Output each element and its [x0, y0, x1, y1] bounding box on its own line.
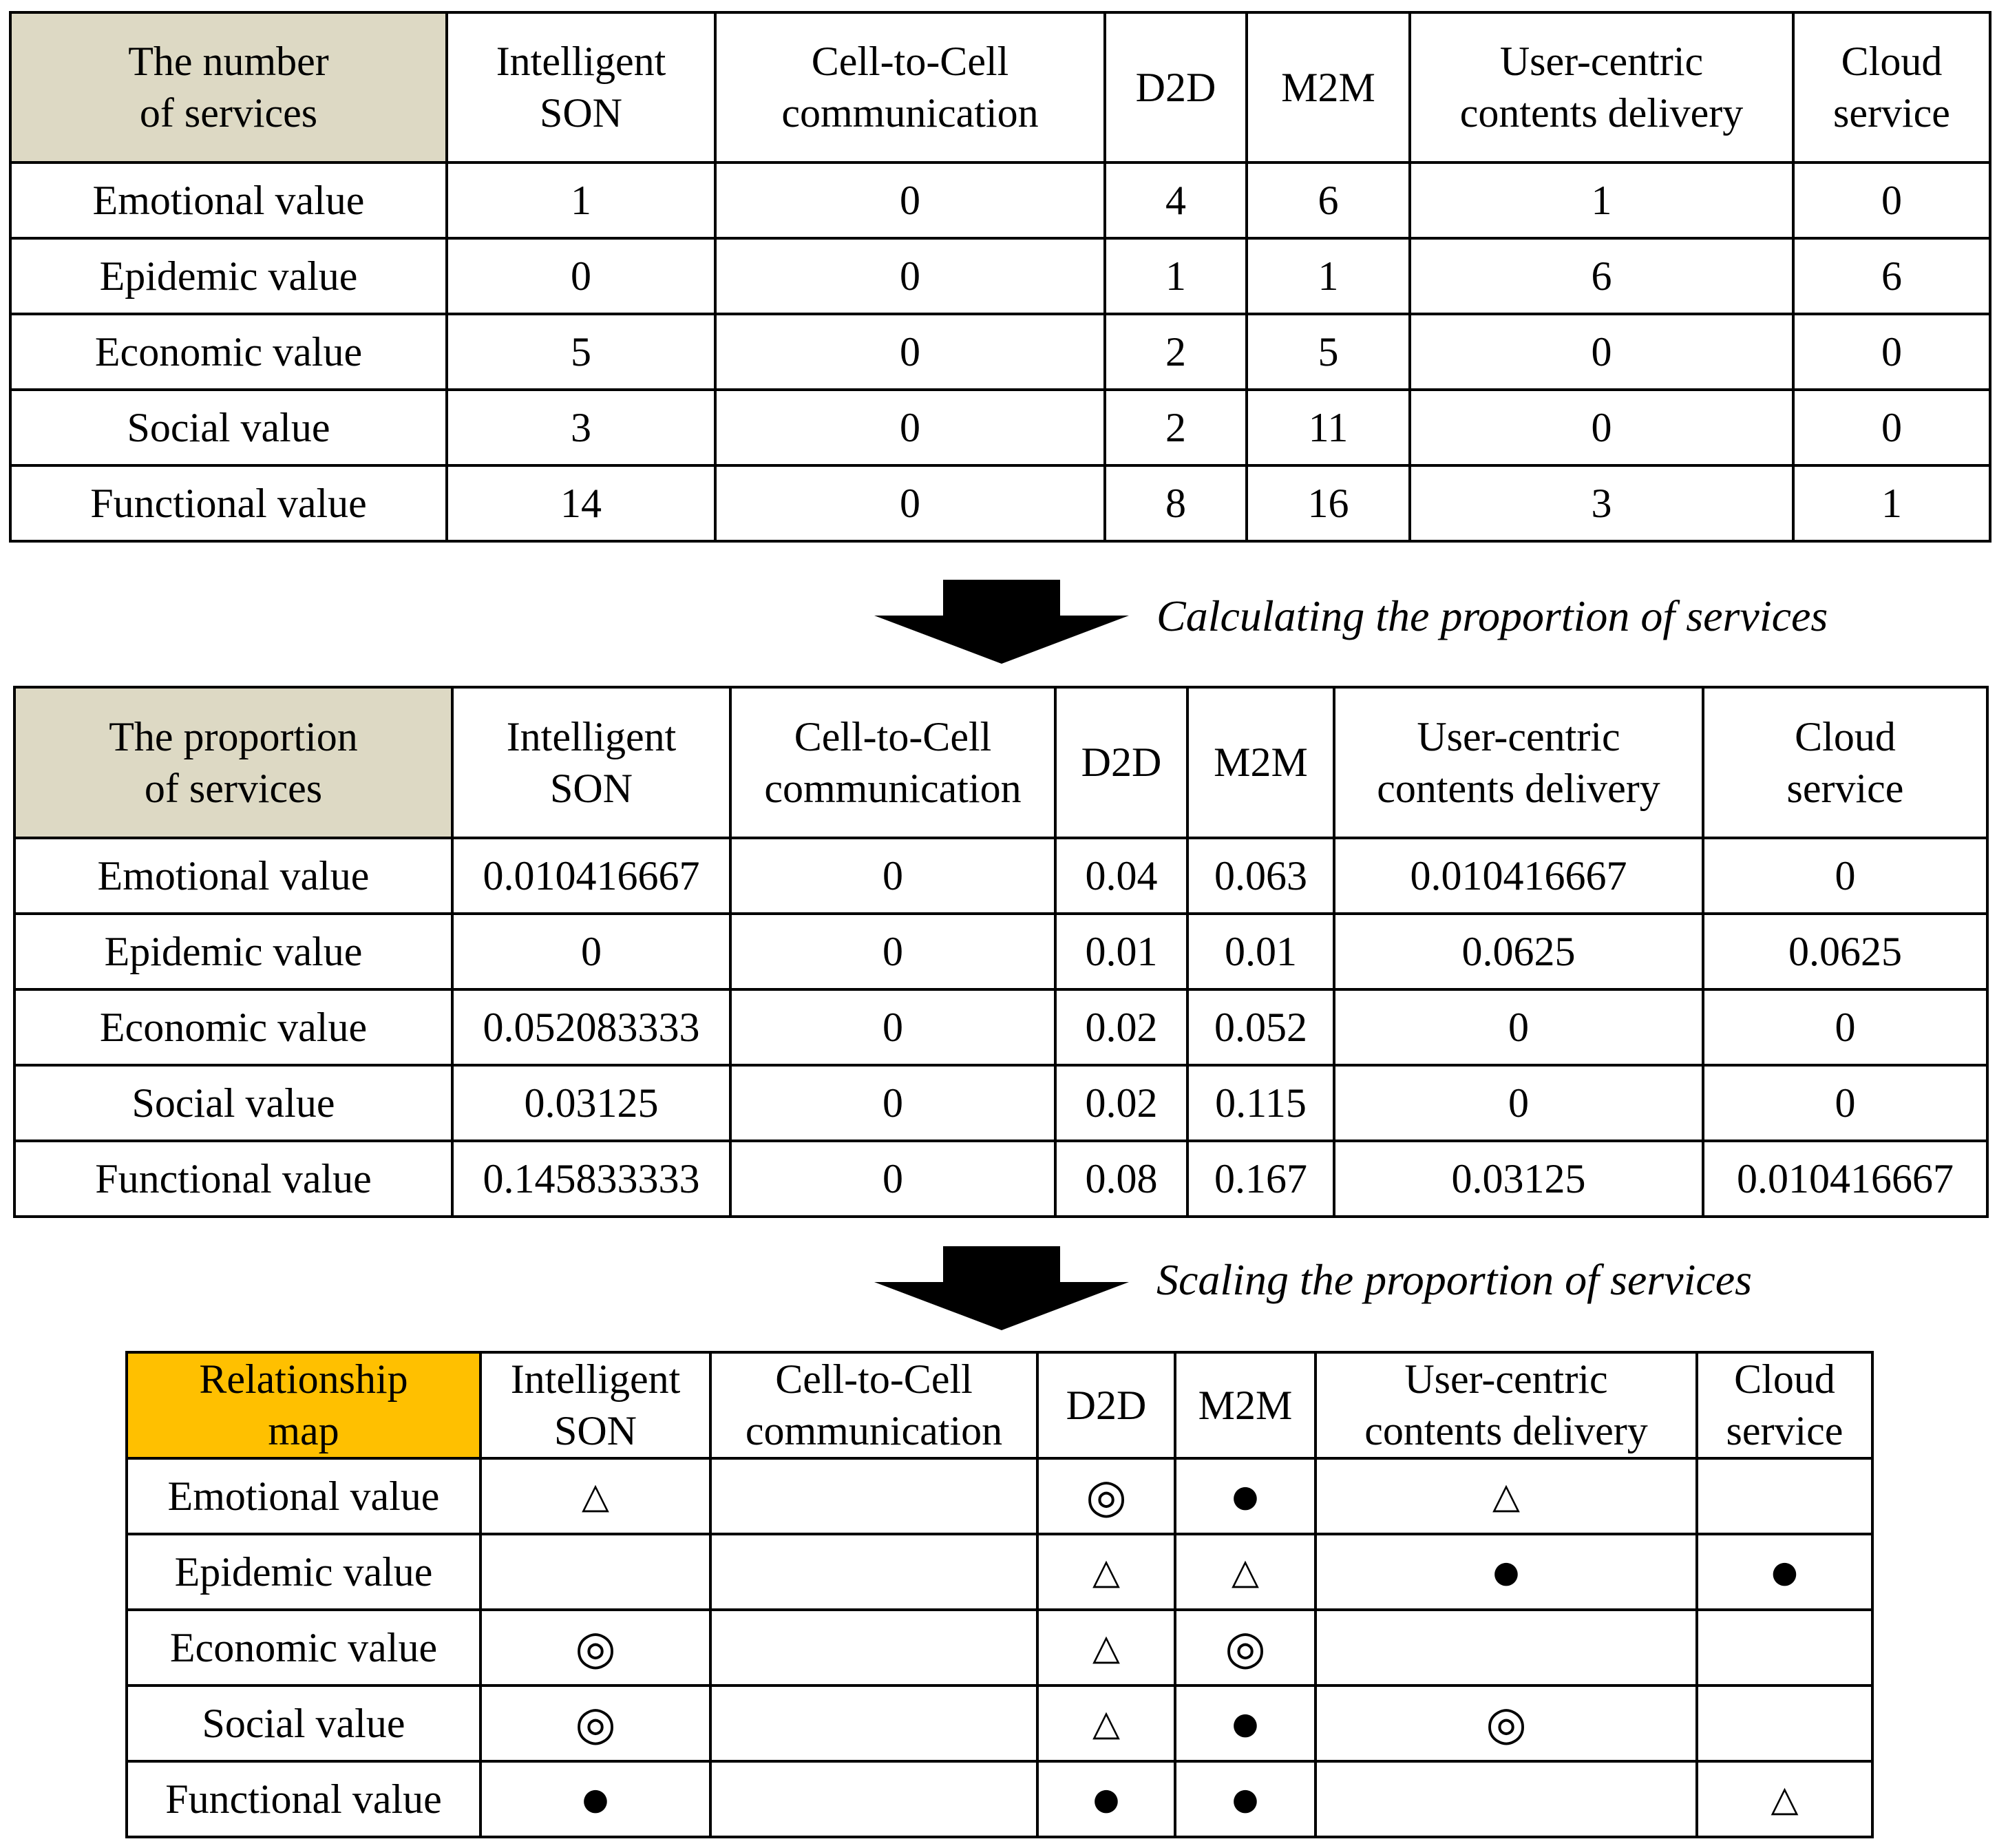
value-cell: 0.167	[1187, 1141, 1334, 1217]
column-header	[1105, 12, 1247, 162]
table-row	[127, 1761, 1872, 1837]
column-header	[447, 12, 715, 162]
value-cell: 0	[1703, 989, 1987, 1065]
value-cell: 0.0625	[1703, 914, 1987, 989]
row-label: Functional value	[10, 465, 447, 541]
empty-cell	[710, 1761, 1037, 1837]
column-header-line: Cloud	[1795, 713, 1896, 759]
triangle-icon: △	[480, 1458, 710, 1534]
table-row	[127, 1534, 1872, 1610]
value-cell: 0.03125	[1334, 1141, 1703, 1217]
table-row	[10, 314, 1990, 390]
column-header	[1055, 687, 1187, 838]
column-header-line: Cloud	[1841, 39, 1943, 84]
value-cell: 3	[1410, 465, 1793, 541]
table-row	[10, 465, 1990, 541]
value-cell: 5	[447, 314, 715, 390]
table-row	[14, 989, 1987, 1065]
value-cell: 11	[1247, 390, 1410, 465]
down-arrow-icon	[871, 1243, 1132, 1333]
column-header-line: SON	[539, 90, 623, 136]
empty-cell	[1316, 1610, 1697, 1686]
value-cell: 0	[715, 465, 1105, 541]
column-header	[710, 1352, 1037, 1458]
column-header	[1037, 1352, 1175, 1458]
table-title-line: of services	[144, 765, 323, 811]
column-header-line: contents delivery	[1364, 1408, 1648, 1453]
double-circle-icon: ◎	[480, 1686, 710, 1761]
table-title-line: The number	[128, 39, 329, 84]
column-header	[1703, 687, 1987, 838]
table-row	[10, 238, 1990, 314]
row-label: Social value	[10, 390, 447, 465]
triangle-icon: △	[1175, 1534, 1316, 1610]
empty-cell	[1697, 1458, 1872, 1534]
column-header-line: service	[1833, 90, 1950, 136]
column-header	[1697, 1352, 1872, 1458]
table-row	[14, 914, 1987, 989]
column-header-line: SON	[549, 765, 633, 811]
column-header	[1316, 1352, 1697, 1458]
double-circle-icon: ◎	[480, 1610, 710, 1686]
value-cell: 3	[447, 390, 715, 465]
row-label: Economic value	[10, 314, 447, 390]
value-cell: 0.02	[1055, 1065, 1187, 1141]
value-cell: 6	[1793, 238, 1990, 314]
relationship-map-table	[125, 1351, 1874, 1838]
column-header-line: Cloud	[1734, 1356, 1835, 1402]
table-title-cell	[14, 687, 452, 838]
value-cell: 0	[447, 238, 715, 314]
value-cell: 1	[1793, 465, 1990, 541]
triangle-icon: △	[1037, 1610, 1175, 1686]
column-header-line: service	[1786, 765, 1904, 811]
column-header	[730, 687, 1055, 838]
value-cell: 0	[1793, 314, 1990, 390]
down-arrow-icon	[871, 577, 1132, 666]
column-header-line: M2M	[1198, 1382, 1293, 1428]
row-label: Social value	[14, 1065, 452, 1141]
filled-circle-icon: ●	[1316, 1534, 1697, 1610]
value-cell: 0	[730, 1065, 1055, 1141]
value-cell: 0	[1703, 1065, 1987, 1141]
value-cell: 0	[730, 989, 1055, 1065]
column-header-line: D2D	[1081, 739, 1162, 785]
column-header-line: Intelligent	[510, 1356, 681, 1402]
column-header	[1247, 12, 1410, 162]
column-header-line: communication	[745, 1408, 1003, 1453]
column-header-line: M2M	[1281, 64, 1375, 110]
row-label: Epidemic value	[127, 1534, 480, 1610]
column-header-line: service	[1726, 1408, 1843, 1453]
column-header-line: Cell-to-Cell	[794, 713, 992, 759]
column-header-line: Intelligent	[496, 39, 666, 84]
value-cell: 0.145833333	[452, 1141, 730, 1217]
column-header	[452, 687, 730, 838]
column-header	[1793, 12, 1990, 162]
column-header	[1410, 12, 1793, 162]
value-cell: 0	[452, 914, 730, 989]
value-cell: 1	[1105, 238, 1247, 314]
column-header-line: M2M	[1214, 739, 1308, 785]
empty-cell	[1697, 1686, 1872, 1761]
value-cell: 8	[1105, 465, 1247, 541]
service-proportion-table	[13, 686, 1989, 1218]
table-row	[10, 162, 1990, 238]
value-cell: 1	[447, 162, 715, 238]
value-cell: 0.010416667	[452, 838, 730, 914]
row-label: Social value	[127, 1686, 480, 1761]
value-cell: 0	[715, 238, 1105, 314]
row-label: Functional value	[14, 1141, 452, 1217]
table-title-line: Relationship	[199, 1356, 408, 1402]
table-row	[10, 390, 1990, 465]
column-header-line: contents delivery	[1377, 765, 1660, 811]
value-cell: 1	[1410, 162, 1793, 238]
column-header	[1175, 1352, 1316, 1458]
value-cell: 0	[715, 314, 1105, 390]
double-circle-icon: ◎	[1316, 1686, 1697, 1761]
value-cell: 0	[715, 162, 1105, 238]
value-cell: 0.01	[1187, 914, 1334, 989]
value-cell: 4	[1105, 162, 1247, 238]
column-header	[1334, 687, 1703, 838]
column-header	[715, 12, 1105, 162]
filled-circle-icon: ●	[1175, 1761, 1316, 1837]
value-cell: 0	[1334, 989, 1703, 1065]
value-cell: 0	[715, 390, 1105, 465]
value-cell: 0	[1793, 162, 1990, 238]
value-cell: 0.052	[1187, 989, 1334, 1065]
table-title-line: of services	[139, 90, 318, 136]
column-header-line: D2D	[1135, 64, 1216, 110]
table-title-cell	[127, 1352, 480, 1458]
value-cell: 0.01	[1055, 914, 1187, 989]
empty-cell	[710, 1686, 1037, 1761]
value-cell: 0	[730, 838, 1055, 914]
row-label: Epidemic value	[10, 238, 447, 314]
value-cell: 6	[1247, 162, 1410, 238]
triangle-icon: △	[1037, 1534, 1175, 1610]
table-row	[14, 1065, 1987, 1141]
value-cell: 0.010416667	[1334, 838, 1703, 914]
value-cell: 0	[1410, 390, 1793, 465]
column-header-line: User-centric	[1404, 1356, 1608, 1402]
value-cell: 0	[1793, 390, 1990, 465]
column-header	[480, 1352, 710, 1458]
value-cell: 0	[730, 1141, 1055, 1217]
table-title-cell	[10, 12, 447, 162]
column-header-line: D2D	[1066, 1382, 1147, 1428]
empty-cell	[1697, 1610, 1872, 1686]
triangle-icon: △	[1316, 1458, 1697, 1534]
table-title-line: The proportion	[109, 713, 358, 759]
row-label: Emotional value	[10, 162, 447, 238]
value-cell: 2	[1105, 314, 1247, 390]
step2-caption: Scaling the proportion of services	[1156, 1255, 1753, 1304]
table-row	[127, 1686, 1872, 1761]
column-header-line: Cell-to-Cell	[811, 39, 1009, 84]
value-cell: 0.04	[1055, 838, 1187, 914]
value-cell: 0	[1334, 1065, 1703, 1141]
empty-cell	[710, 1458, 1037, 1534]
table-row	[14, 1141, 1987, 1217]
step1-caption: Calculating the proportion of services	[1156, 591, 1828, 640]
value-cell: 0.08	[1055, 1141, 1187, 1217]
row-label: Economic value	[127, 1610, 480, 1686]
row-label: Functional value	[127, 1761, 480, 1837]
column-header-line: communication	[781, 90, 1039, 136]
double-circle-icon: ◎	[1037, 1458, 1175, 1534]
triangle-icon: △	[1697, 1761, 1872, 1837]
value-cell: 0.02	[1055, 989, 1187, 1065]
value-cell: 16	[1247, 465, 1410, 541]
filled-circle-icon: ●	[480, 1761, 710, 1837]
table-row	[14, 838, 1987, 914]
value-cell: 5	[1247, 314, 1410, 390]
column-header-line: Intelligent	[506, 713, 677, 759]
value-cell: 0	[730, 914, 1055, 989]
table-title-line: map	[268, 1408, 339, 1453]
column-header-line: communication	[764, 765, 1022, 811]
empty-cell	[1316, 1761, 1697, 1837]
empty-cell	[710, 1534, 1037, 1610]
column-header-line: User-centric	[1417, 713, 1620, 759]
value-cell: 0.0625	[1334, 914, 1703, 989]
value-cell: 0.063	[1187, 838, 1334, 914]
header-row	[14, 687, 1987, 838]
table-row	[127, 1610, 1872, 1686]
column-header-line: contents delivery	[1459, 90, 1744, 136]
row-label: Emotional value	[127, 1458, 480, 1534]
column-header-line: Cell-to-Cell	[775, 1356, 973, 1402]
row-label: Epidemic value	[14, 914, 452, 989]
value-cell: 0.115	[1187, 1065, 1334, 1141]
filled-circle-icon: ●	[1037, 1761, 1175, 1837]
empty-cell	[710, 1610, 1037, 1686]
column-header-line: User-centric	[1499, 39, 1704, 84]
row-label: Emotional value	[14, 838, 452, 914]
row-label: Economic value	[14, 989, 452, 1065]
header-row	[10, 12, 1990, 162]
value-cell: 2	[1105, 390, 1247, 465]
filled-circle-icon: ●	[1697, 1534, 1872, 1610]
header-row	[127, 1352, 1872, 1458]
triangle-icon: △	[1037, 1686, 1175, 1761]
value-cell: 0	[1703, 838, 1987, 914]
filled-circle-icon: ●	[1175, 1686, 1316, 1761]
value-cell: 0.03125	[452, 1065, 730, 1141]
column-header-line: SON	[553, 1408, 637, 1453]
service-count-table	[9, 11, 1991, 543]
value-cell: 6	[1410, 238, 1793, 314]
value-cell: 0.052083333	[452, 989, 730, 1065]
value-cell: 0.010416667	[1703, 1141, 1987, 1217]
value-cell: 0	[1410, 314, 1793, 390]
double-circle-icon: ◎	[1175, 1610, 1316, 1686]
value-cell: 1	[1247, 238, 1410, 314]
table-row	[127, 1458, 1872, 1534]
value-cell: 14	[447, 465, 715, 541]
empty-cell	[480, 1534, 710, 1610]
column-header	[1187, 687, 1334, 838]
filled-circle-icon: ●	[1175, 1458, 1316, 1534]
